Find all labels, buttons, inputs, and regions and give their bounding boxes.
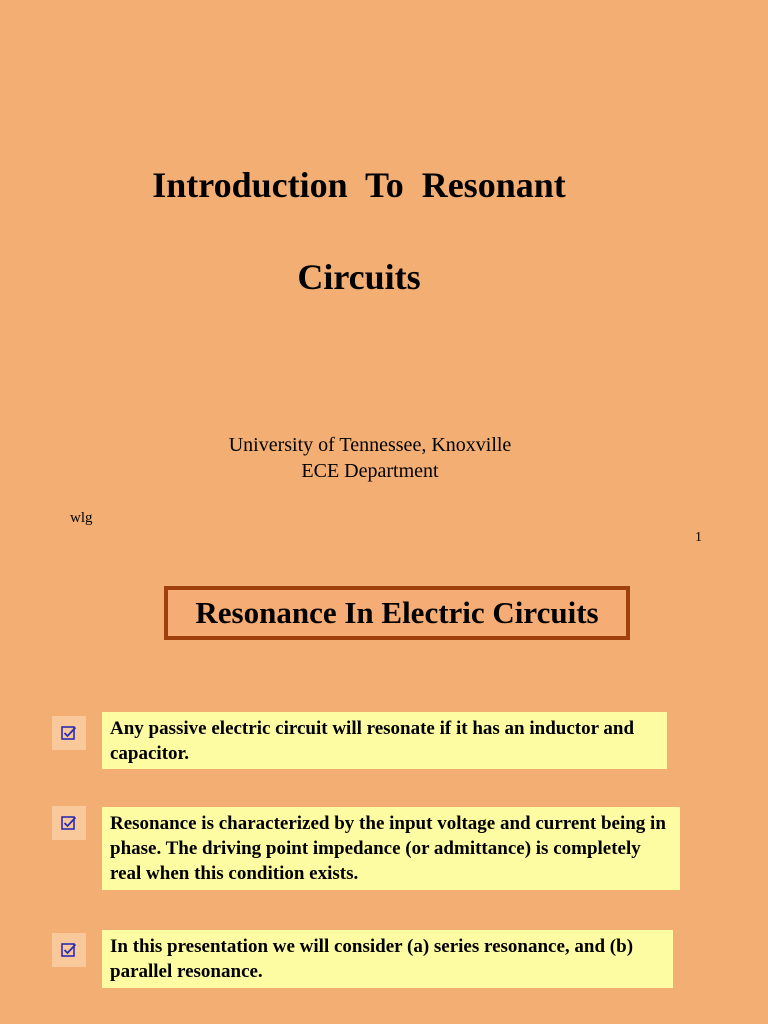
affiliation-university: University of Tennessee, Knoxville [228,434,512,456]
slide-title-line-1: Introduction To Resonant [152,165,566,205]
slide-heading: Resonance In Electric Circuits [164,586,630,640]
bullet-text-3: In this presentation we will consider (a) series resonance, and (b) parallel resonance. [102,930,673,988]
checkbox-icon [52,716,86,750]
affiliation-department: ECE Department [301,460,439,482]
page-number: 1 [695,530,702,545]
footer-author-initials: wlg [70,510,93,526]
slide-title-line-2: Circuits [297,257,421,297]
checkbox-icon [52,806,86,840]
bullet-text-2: Resonance is characterized by the input voltage and current being in phase. The driving point impedance (or admittance) is completely real when this condition exists. [102,807,680,890]
checkbox-icon [52,933,86,967]
bullet-text-1: Any passive electric circuit will resonate if it has an inductor and capacitor. [102,712,667,769]
